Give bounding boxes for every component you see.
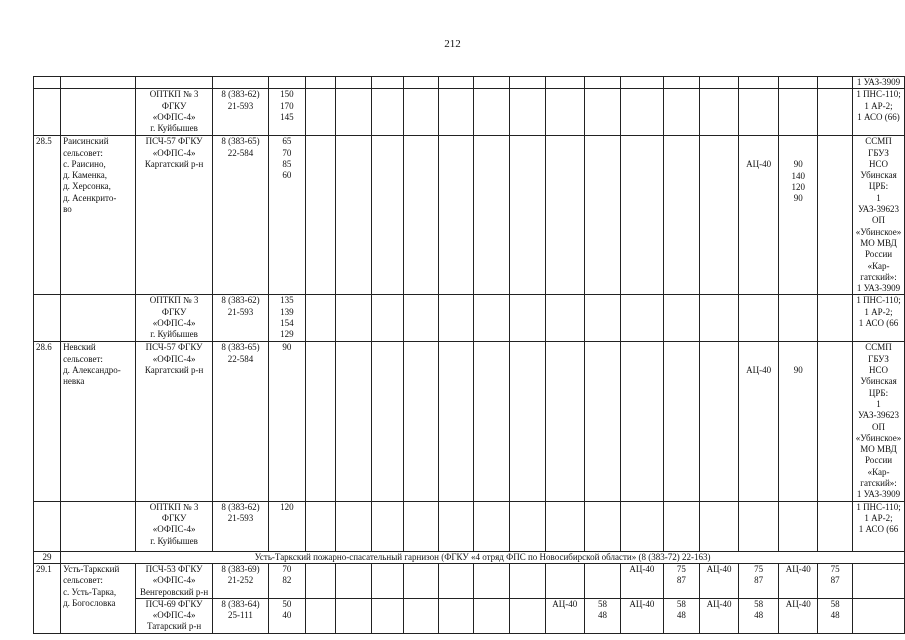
distance-cell: 50 40: [268, 598, 305, 633]
vehicle-distance-cell: 58 48: [584, 598, 621, 633]
table-row: [34, 563, 905, 598]
resources-cell: ССМП ГБУЗ НСО Убинская ЦРБ: 1 УАЗ-39623 ОП «Убинское» МО МВД России «Кар- гатский»: 1 УАЗ-3909: [853, 136, 905, 295]
vehicle-cell: АЦ-40: [738, 136, 778, 295]
row-number: 29: [34, 551, 61, 563]
unit-cell: ПСЧ-57 ФГКУ «ОФПС-4» Каргатский р-н: [135, 136, 212, 295]
phone-cell: 8 (383-64) 25-111: [213, 598, 268, 633]
resources-cell: 1 ПНС-110; 1 АР-2; 1 АСО (66): [853, 89, 905, 136]
row-number: 29.1: [34, 563, 61, 633]
row-number: 28.6: [34, 342, 61, 501]
vehicle-cell: АЦ-40: [700, 598, 739, 633]
vehicle-cell: АЦ-40: [621, 563, 663, 598]
distance-cell: 120: [268, 501, 305, 551]
vehicle-distance-cell: 90 140 120 90: [779, 136, 818, 295]
vehicle-cell: АЦ-40: [779, 563, 818, 598]
vehicle-cell: АЦ-40: [621, 598, 663, 633]
row-number: 28.5: [34, 136, 61, 295]
vehicle-distance-cell: 58 48: [663, 598, 700, 633]
distance-cell: 65 70 85 60: [268, 136, 305, 295]
vehicle-cell: АЦ-40: [700, 563, 739, 598]
settlement-cell: Невский сельсовет: д. Александро- невка: [61, 342, 136, 501]
unit-cell: ОПТКП № 3 ФГКУ «ОФПС-4» г. Куйбышев: [135, 501, 212, 551]
section-heading: Усть-Таркский пожарно-спасательный гарнизон (ФГКУ «4 отряд ФПС по Новосибирской области» (8 (383-72) 22-163): [61, 551, 905, 563]
unit-cell: ПСЧ-57 ФГКУ «ОФПС-4» Каргатский р-н: [135, 342, 212, 501]
vehicle-distance-cell: 75 87: [818, 563, 853, 598]
table-row: [34, 89, 905, 136]
vehicle-cell: АЦ-40: [545, 598, 584, 633]
table-row: [34, 77, 905, 89]
vehicle-cell: АЦ-40: [738, 342, 778, 501]
unit-cell: ПСЧ-69 ФГКУ «ОФПС-4» Татарский р-н: [135, 598, 212, 633]
vehicle-distance-cell: 75 87: [738, 563, 778, 598]
phone-cell: 8 (383-62) 21-593: [213, 295, 268, 342]
distance-cell: 135 139 154 129: [268, 295, 305, 342]
vehicle-distance-cell: 90: [779, 342, 818, 501]
phone-cell: 8 (383-62) 21-593: [213, 89, 268, 136]
table-row: [34, 598, 905, 633]
vehicle-distance-cell: 58 48: [738, 598, 778, 633]
settlement-cell: Раисинский сельсовет: с. Раисино, д. Каменка, д. Херсонка, д. Асенкрито- во: [61, 136, 136, 295]
table-row: [34, 501, 905, 551]
vehicle-cell: АЦ-40: [779, 598, 818, 633]
distance-cell: 90: [268, 342, 305, 501]
settlement-cell: Усть-Таркский сельсовет: с. Усть-Тарка, д. Богословка: [61, 563, 136, 633]
resources-cell: 1 ПНС-110; 1 АР-2; 1 АСО (66: [853, 295, 905, 342]
unit-cell: ОПТКП № 3 ФГКУ «ОФПС-4» г. Куйбышев: [135, 89, 212, 136]
page-number: 212: [444, 38, 461, 50]
phone-cell: 8 (383-69) 21-252: [213, 563, 268, 598]
vehicle-distance-cell: 58 48: [818, 598, 853, 633]
unit-cell: ПСЧ-53 ФГКУ «ОФПС-4» Венгеровский р-н: [135, 563, 212, 598]
phone-cell: 8 (383-62) 21-593: [213, 501, 268, 551]
table-row: [34, 295, 905, 342]
equipment-table: [33, 76, 905, 634]
table-row: [34, 136, 905, 295]
resources-cell: ССМП ГБУЗ НСО Убинская ЦРБ: 1 УАЗ-39623 ОП «Убинское» МО МВД России «Кар- гатский»: 1 УАЗ-3909: [853, 342, 905, 501]
vehicle-distance-cell: 75 87: [663, 563, 700, 598]
phone-cell: 8 (383-65) 22-584: [213, 136, 268, 295]
unit-cell: ОПТКП № 3 ФГКУ «ОФПС-4» г. Куйбышев: [135, 295, 212, 342]
resources-cell: 1 ПНС-110; 1 АР-2; 1 АСО (66: [853, 501, 905, 551]
distance-cell: 150 170 145: [268, 89, 305, 136]
table-row: [34, 342, 905, 501]
distance-cell: 70 82: [268, 563, 305, 598]
resources-cell: 1 УАЗ-3909: [853, 77, 905, 89]
table-row: [34, 551, 905, 563]
phone-cell: 8 (383-65) 22-584: [213, 342, 268, 501]
